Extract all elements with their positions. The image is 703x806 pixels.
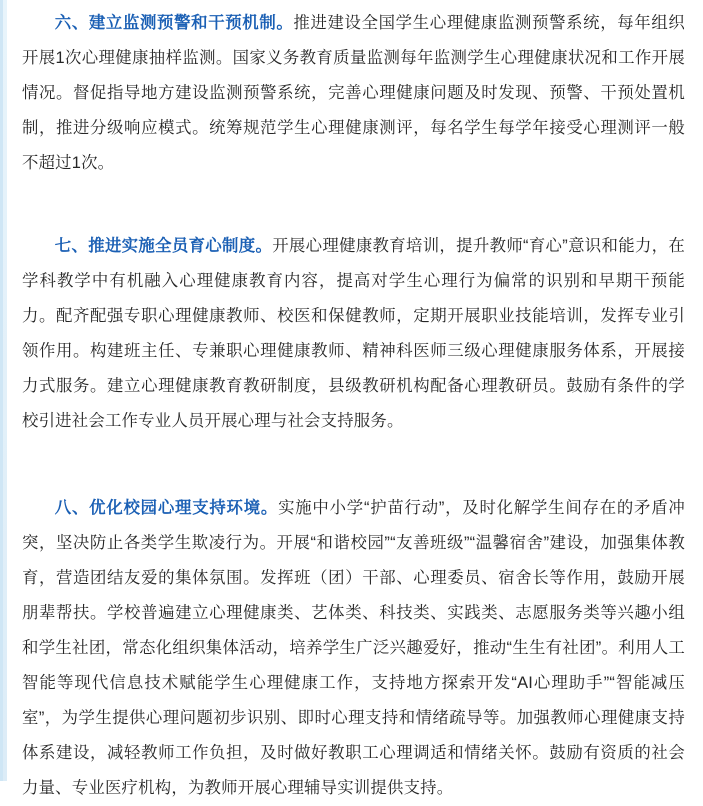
paragraph-body-six: 推进建设全国学生心理健康监测预警系统，每年组织开展1次心理健康抽样监测。国家义务教育质量监测每年监测学生心理健康状况和工作开展情况。督促指导地方建设监测预警系统，完善心理健康问题及时发现、预警、干预处置机制，推进分级响应模式。统筹规范学生心理健康测评，每名学生每学年接受心理测评一般不超过1次。 (22, 14, 685, 172)
paragraph-item-seven (22, 229, 685, 439)
paragraph-body-eight: 实施中小学“护苗行动”，及时化解学生间存在的矛盾冲突，坚决防止各类学生欺凌行为。开展“和谐校园”“友善班级”“温馨宿舍”建设，加强集体教育，营造团结友爱的集体氛围。发挥班（团）干部、心理委员、宿舍长等作用，鼓励开展朋辈帮扶。学校普遍建立心理健康类、艺体类、科技类、实践类、志愿服务类等兴趣小组和学生社团，常态化组织集体活动，培养学生广泛兴趣爱好，推动“生生有社团”。利用人工智能等现代信息技术赋能学生心理健康工作，支持地方探索开发“AI心理助手”“智能减压室”，为学生提供心理问题初步识别、即时心理支持和情绪疏导等。加强教师心理健康支持体系建设，减轻教师工作负担，及时做好教职工心理调适和情绪关怀。鼓励有资质的社会力量、专业医疗机构，为教师开展心理辅导实训提供支持。 (22, 499, 685, 797)
paragraph-gap-1 (22, 207, 685, 229)
paragraph-body-seven: 开展心理健康教育培训，提升教师“育心”意识和能力，在学科教学中有机融入心理健康教育内容，提高对学生心理行为偏常的识别和早期干预能力。配齐配强专职心理健康教师、校医和保健教师，定期开展职业技能培训，发挥专业引领作用。构建班主任、专兼职心理健康教师、精神科医师三级心理健康服务体系，开展接力式服务。建立心理健康教育教研制度，县级教研机构配备心理教研员。鼓励有条件的学校引进社会工作专业人员开展心理与社会支持服务。 (22, 237, 685, 430)
document-content (22, 0, 685, 806)
left-rail-accent (0, 0, 3, 781)
left-decorative-rail (0, 0, 7, 781)
paragraph-lead-seven: 七、推进实施全员育心制度。 (54, 237, 273, 255)
paragraph-gap-2 (22, 469, 685, 491)
paragraph-lead-six: 六、建立监测预警和干预机制。 (54, 14, 294, 32)
paragraph-item-six (22, 6, 685, 181)
paragraph-item-eight (22, 491, 685, 806)
paragraph-lead-eight: 八、优化校园心理支持环境。 (54, 499, 279, 517)
